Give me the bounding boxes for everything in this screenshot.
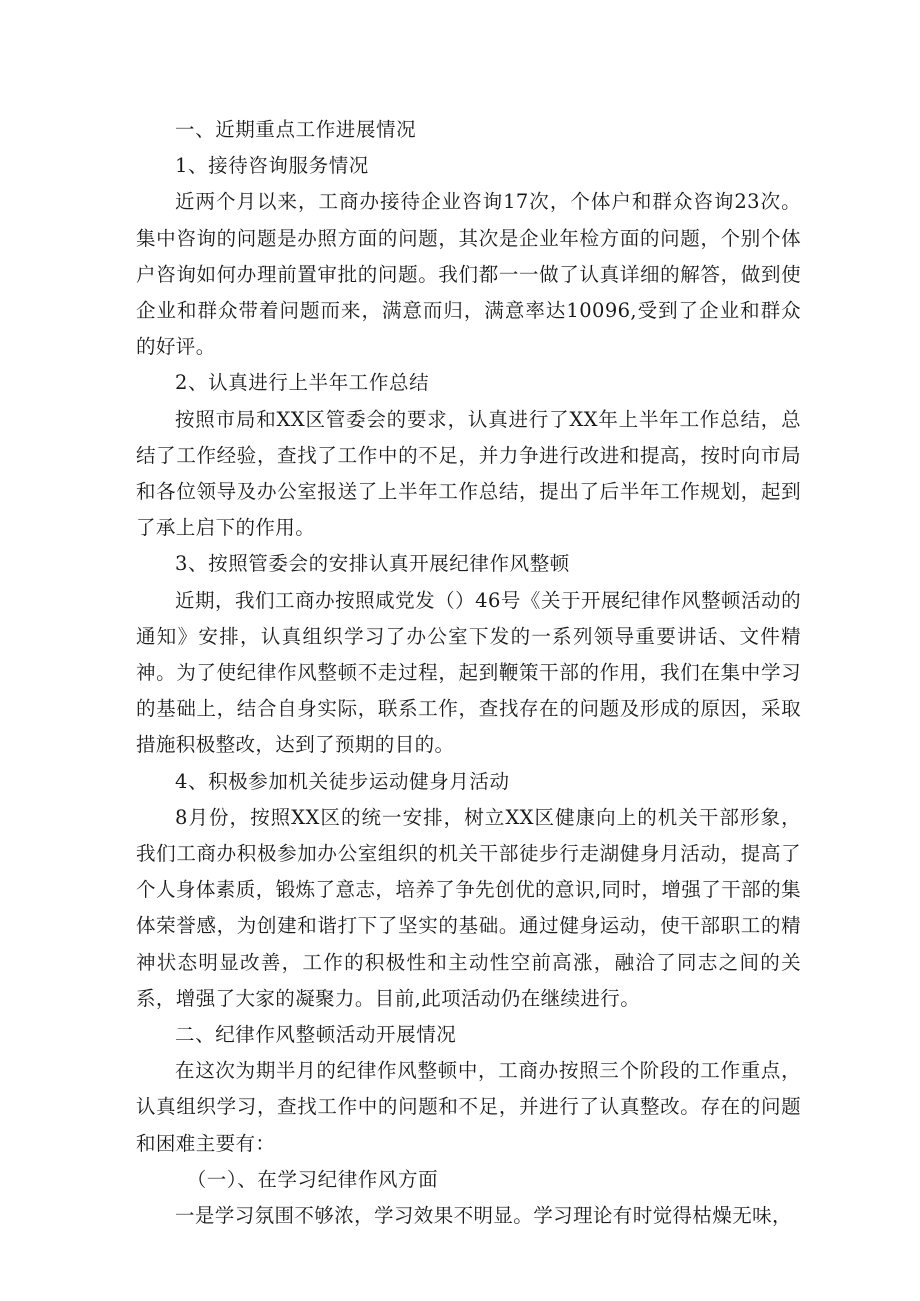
item-heading-3: 3、按照管委会的安排认真开展纪律作风整顿 bbox=[175, 552, 570, 576]
paragraph-rectification: 在这次为期半月的纪律作风整顿中，工商办按照三个阶段的工作重点，认真组织学习，查找工作中的问题和不足，并进行了认真整改。存在的问题和困难主要有： bbox=[136, 1059, 801, 1155]
paragraph-consultation: 近两个月以来，工商办接待企业咨询17次，个体户和群众咨询23次。集中咨询的问题是办照方面的问题，其次是企业年检方面的问题，个别个体户咨询如何办理前置审批的问题。我们都一一做了认真详细的解答，做到使企业和群众带着问题而来，满意而归，满意率达10096,受到了企业和群众的好评。 bbox=[136, 190, 801, 359]
item-heading-2: 2、认真进行上半年工作总结 bbox=[175, 371, 430, 395]
paragraph-study: 一是学习氛围不够浓，学习效果不明显。学习理论有时觉得枯燥无味， bbox=[175, 1204, 792, 1228]
paragraph-fitness: 8月份，按照XX区的统一安排，树立XX区健康向上的机关干部形象，我们工商办积极参加办公室组织的机关干部徒步行走湖健身月活动，提高了个人身体素质，锻炼了意志，培养了争先创优的意识,同时，增强了干部的集体荣誉感，为创建和谐打下了坚实的基础。通过健身运动，使干部职工的精神状态明显改善，工作的积极性和主动性空前高涨，融洽了同志之间的关系，增强了大家的凝聚力。目前,此项活动仍在继续进行。 bbox=[136, 805, 801, 1010]
item-heading-4: 4、积极参加机关徒步运动健身月活动 bbox=[175, 769, 510, 793]
document-body bbox=[136, 112, 801, 1234]
paragraph-discipline: 近期，我们工商办按照咸党发（）46号《关于开展纪律作风整顿活动的通知》安排，认真组织学习了办公室下发的一系列领导重要讲话、文件精神。为了使纪律作风整顿不走过程，起到鞭策干部的作用，我们在集中学习的基础上，结合自身实际，联系工作，查找存在的问题及形成的原因，采取措施积极整改，达到了预期的目的。 bbox=[136, 588, 801, 757]
item-heading-1: 1、接待咨询服务情况 bbox=[175, 154, 369, 178]
section-heading-2: 二、纪律作风整顿活动开展情况 bbox=[175, 1023, 457, 1047]
paragraph-summary: 按照市局和XX区管委会的要求，认真进行了XX年上半年工作总结，总结了工作经验，查找了工作中的不足，并力争进行改进和提高，按时向市局和各位领导及办公室报送了上半年工作总结，提出了后半年工作规划，起到了承上启下的作用。 bbox=[136, 407, 801, 540]
subsection-heading-1: （一）、在学习纪律作风方面 bbox=[186, 1167, 439, 1191]
section-heading-1: 一、近期重点工作进展情况 bbox=[175, 118, 417, 141]
